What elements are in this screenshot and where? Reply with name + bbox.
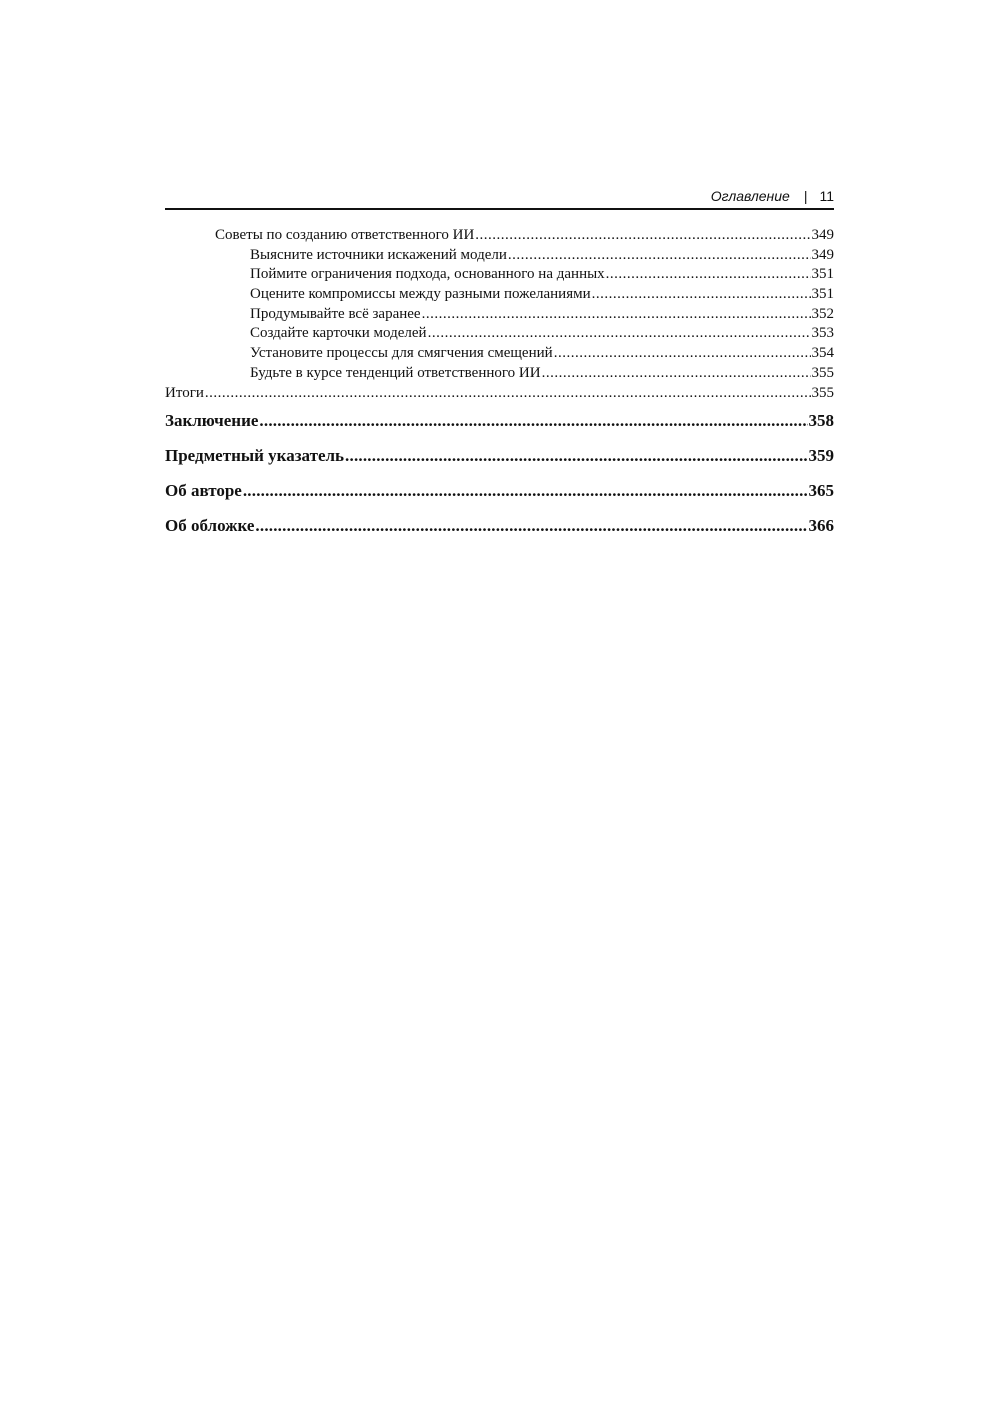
toc-entry-page: 349 bbox=[811, 246, 834, 263]
toc-entry-label: Оцените компромиссы между разными пожеланиями bbox=[250, 286, 591, 303]
toc-chapter-label: Об обложке bbox=[165, 516, 255, 536]
toc-entry-page: 352 bbox=[811, 305, 834, 322]
toc-leader-dots bbox=[554, 344, 811, 364]
toc-leader-dots bbox=[428, 324, 811, 344]
toc-entry[interactable] bbox=[165, 226, 834, 246]
table-of-contents bbox=[165, 226, 834, 543]
toc-entry-page: 353 bbox=[811, 325, 834, 342]
toc-entry-page: 355 bbox=[811, 384, 834, 401]
toc-chapter-page: 366 bbox=[808, 516, 834, 536]
toc-entry-label: Создайте карточки моделей bbox=[250, 325, 427, 342]
toc-entry-page: 351 bbox=[811, 286, 834, 303]
running-header bbox=[165, 186, 834, 210]
toc-leader-dots bbox=[255, 508, 807, 543]
toc-entry-label: Будьте в курсе тенденций ответственного ИИ bbox=[250, 364, 541, 381]
toc-chapter-page: 365 bbox=[808, 481, 834, 501]
toc-chapter-page: 358 bbox=[808, 411, 834, 431]
header-text bbox=[711, 188, 834, 204]
toc-entry-label: Итоги bbox=[165, 384, 204, 401]
toc-entry-page: 349 bbox=[811, 227, 834, 243]
toc-entry[interactable] bbox=[165, 344, 834, 364]
header-separator: | bbox=[803, 188, 808, 204]
toc-entry[interactable] bbox=[165, 324, 834, 344]
toc-chapter-page: 359 bbox=[808, 446, 834, 466]
toc-entry-label: Советы по созданию ответственного ИИ bbox=[215, 227, 475, 243]
toc-chapter-entry[interactable] bbox=[165, 473, 834, 508]
toc-leader-dots bbox=[205, 384, 811, 404]
toc-entry[interactable] bbox=[165, 246, 834, 266]
toc-entry[interactable] bbox=[165, 305, 834, 325]
toc-entry-label: Установите процессы для смягчения смещений bbox=[250, 345, 553, 362]
toc-leader-dots bbox=[542, 364, 811, 384]
toc-leader-dots bbox=[592, 285, 811, 305]
toc-entry-label: Поймите ограничения подхода, основанного на данных bbox=[250, 266, 605, 283]
toc-entry-label: Продумывайте всё заранее bbox=[250, 305, 421, 322]
toc-leader-dots bbox=[422, 305, 811, 325]
toc-chapter-label: Предметный указатель bbox=[165, 446, 345, 466]
toc-leader-dots bbox=[345, 438, 807, 473]
toc-entry-label: Выясните источники искажений модели bbox=[250, 246, 507, 263]
toc-leader-dots bbox=[243, 473, 808, 508]
header-page-number: 11 bbox=[819, 188, 834, 204]
toc-leader-dots bbox=[508, 246, 811, 266]
toc-leader-dots bbox=[606, 265, 811, 285]
toc-chapter-entry[interactable] bbox=[165, 508, 834, 543]
toc-entry[interactable] bbox=[165, 265, 834, 285]
header-title: Оглавление bbox=[710, 188, 790, 204]
toc-chapter-entry[interactable] bbox=[165, 438, 834, 473]
toc-entry[interactable] bbox=[165, 384, 834, 404]
toc-entry-page: 354 bbox=[811, 345, 834, 362]
toc-leader-dots bbox=[475, 226, 810, 246]
toc-leader-dots bbox=[259, 403, 807, 438]
toc-chapter-label: Об авторе bbox=[165, 481, 242, 501]
toc-entry[interactable] bbox=[165, 285, 834, 305]
toc-entry-page: 351 bbox=[811, 266, 834, 283]
toc-chapter-label: Заключение bbox=[165, 411, 259, 431]
toc-entry-page: 355 bbox=[811, 364, 834, 381]
toc-chapter-entry[interactable] bbox=[165, 403, 834, 438]
toc-entry[interactable] bbox=[165, 364, 834, 384]
